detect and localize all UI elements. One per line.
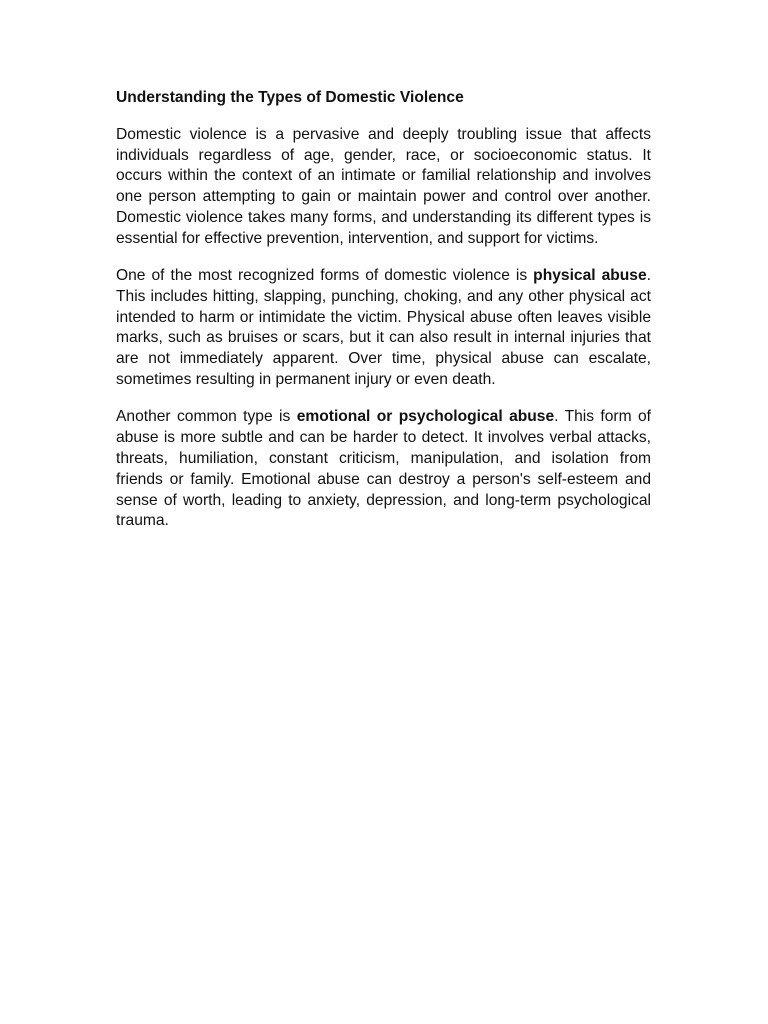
paragraph-physical-abuse-rest: . This includes hitting, slapping, punching, choking, and any other physical act intended to harm or intimidate the victim. Physical abuse often leaves visible marks, such as bruises or scars, but it can also result in internal injuries that are not immediately apparent. Over time, physical abuse can escalate, sometimes resulting in permanent injury or even death. bbox=[116, 267, 651, 389]
emotional-abuse-term: emotional or psychological abuse bbox=[296, 408, 555, 426]
physical-abuse-term: physical abuse bbox=[533, 267, 647, 285]
document-title: Understanding the Types of Domestic Violence bbox=[116, 89, 464, 106]
paragraph-physical-abuse bbox=[116, 266, 651, 391]
paragraph-emotional-abuse bbox=[116, 407, 651, 532]
paragraph-emotional-abuse-rest: . This form of abuse is more subtle and can be harder to detect. It involves verbal attacks, threats, humiliation, constant criticism, manipulation, and isolation from friends or family. Emotional abuse can destroy a person's self-esteem and sense of worth, leading to anxiety, depression, and long-term psychological trauma. bbox=[116, 408, 651, 530]
paragraph-physical-abuse-lead: One of the most recognized forms of domestic violence is bbox=[116, 267, 534, 285]
paragraph-intro-text: Domestic violence is a pervasive and deeply troubling issue that affects individuals regardless of age, gender, race, or socioeconomic status. It occurs within the context of an intimate or familial relationship and involves one person attempting to gain or maintain power and control over another. Domestic violence takes many forms, and understanding its different types is essential for effective prevention, intervention, and support for victims. bbox=[116, 125, 651, 247]
document-body bbox=[116, 88, 651, 549]
paragraph-intro bbox=[116, 125, 651, 250]
paragraph-emotional-abuse-lead: Another common type is bbox=[116, 408, 297, 426]
